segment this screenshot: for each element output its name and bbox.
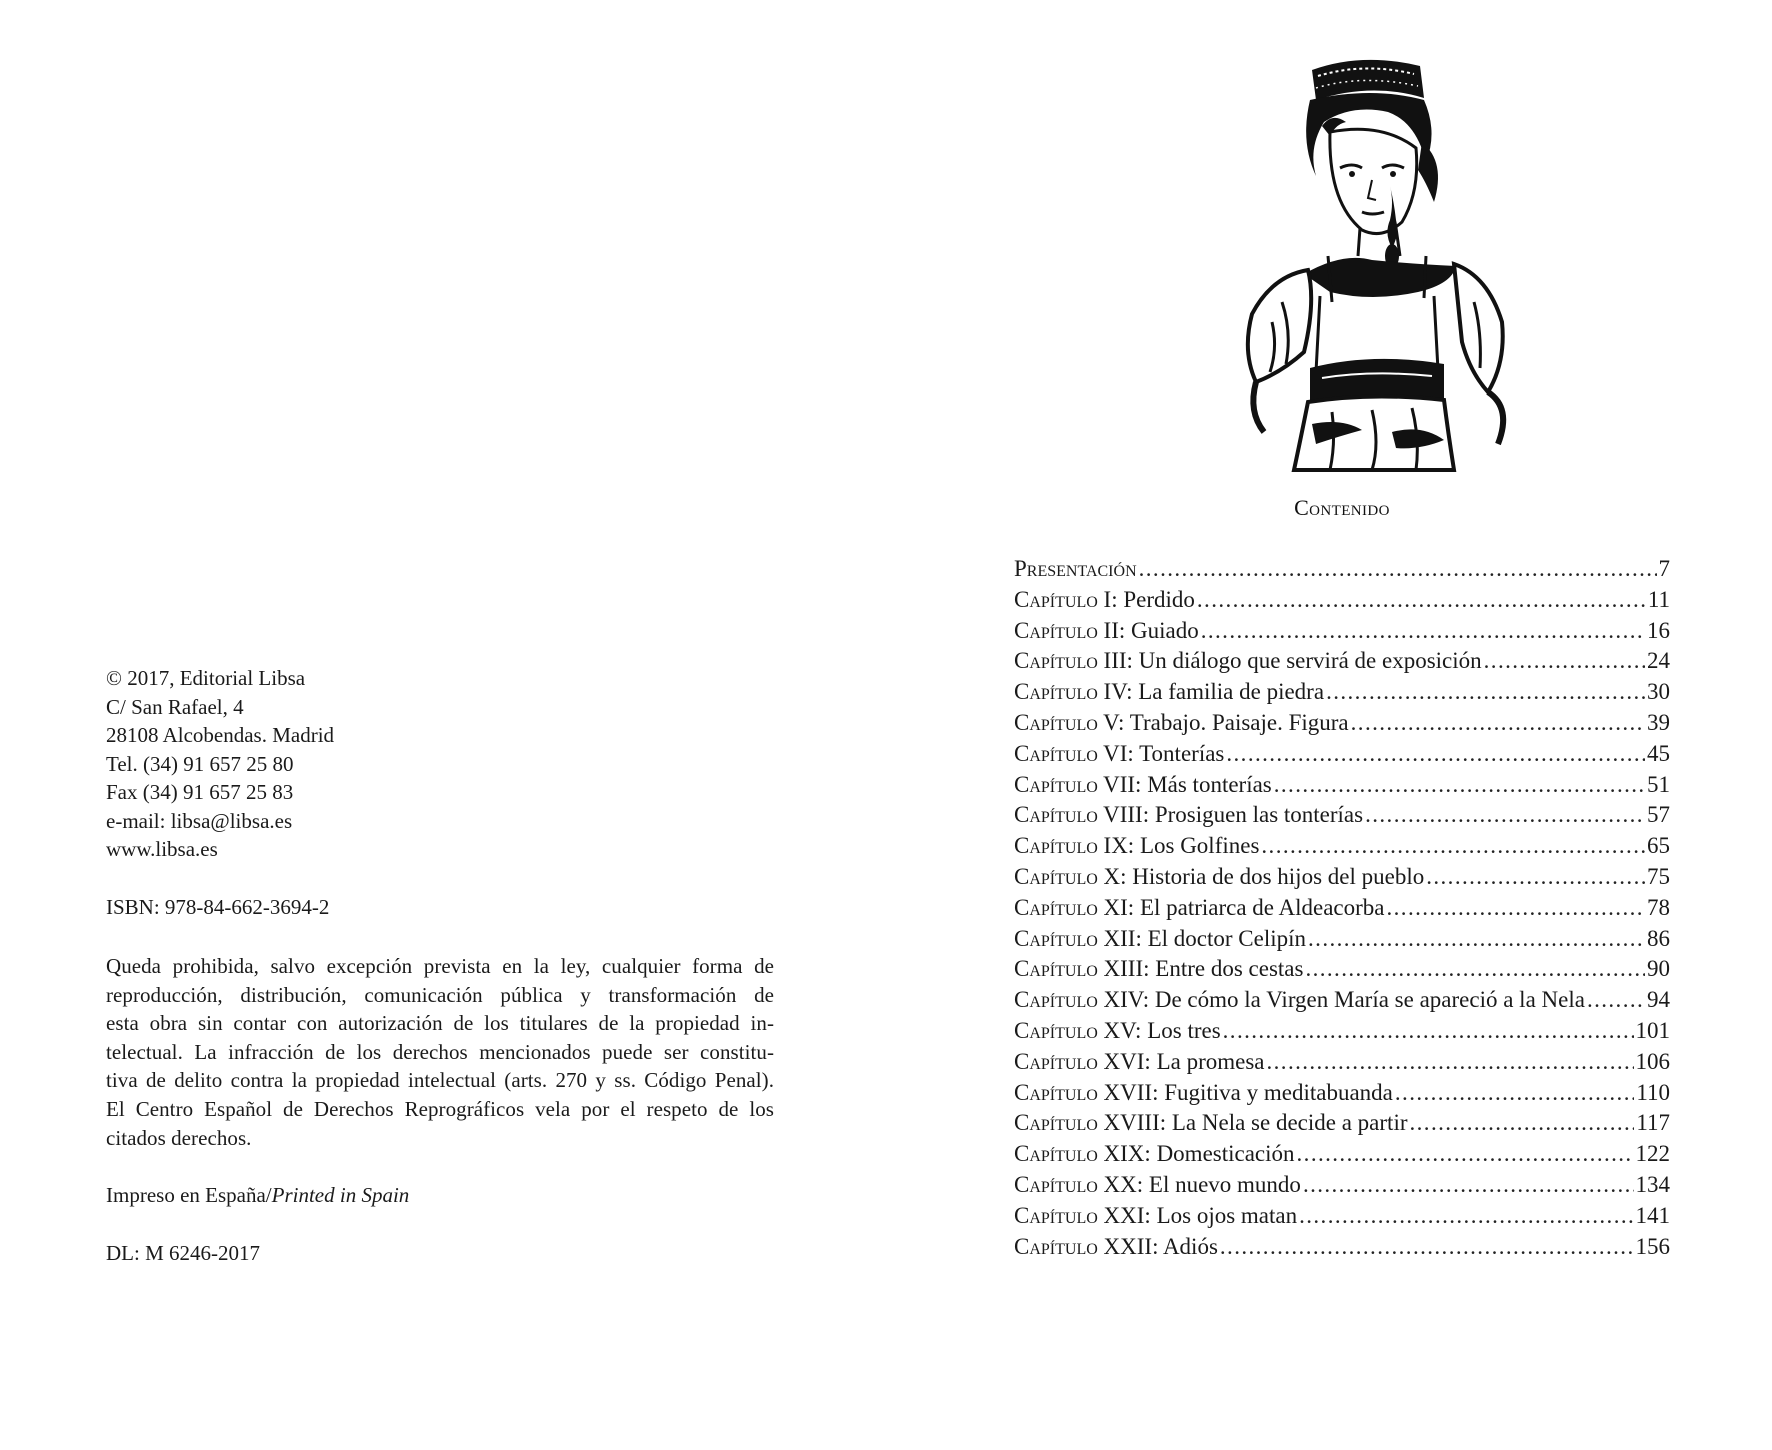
toc-entry-title: Prosiguen las tonterías xyxy=(1149,802,1364,828)
toc-leader-dots xyxy=(1395,1078,1634,1109)
toc-entry-page: 90 xyxy=(1647,956,1670,982)
toc-entry[interactable] xyxy=(1014,646,1670,677)
toc-entry-title: De cómo la Virgen María se apareció a la Nela xyxy=(1149,987,1585,1013)
toc-leader-dots xyxy=(1223,1016,1634,1047)
toc-entry-chapter: Capítulo XIV: xyxy=(1014,987,1150,1013)
toc-entry-chapter: Capítulo XIX: xyxy=(1014,1141,1151,1167)
toc-entry[interactable] xyxy=(1014,1047,1670,1078)
toc-entry-page: 57 xyxy=(1647,802,1670,828)
toc-entry-page: 134 xyxy=(1635,1171,1670,1197)
legal-line: esta obra sin contar con autorización de los titulares de la propiedad in- xyxy=(106,1011,774,1036)
toc-entry[interactable] xyxy=(1014,708,1670,739)
toc-entry-chapter: Capítulo VIII: xyxy=(1014,802,1150,828)
toc-entry-chapter: Capítulo XXII: xyxy=(1014,1233,1159,1259)
toc-leader-dots xyxy=(1220,1232,1634,1263)
legal-line: telectual. La infracción de los derechos mencionados puede ser constitu- xyxy=(106,1039,774,1064)
toc-entry-title: Los ojos matan xyxy=(1150,1202,1298,1228)
toc-leader-dots xyxy=(1201,616,1645,647)
toc-entry-page: 65 xyxy=(1647,833,1670,859)
toc-entry-chapter: Capítulo XIII: xyxy=(1014,956,1150,982)
copyright-line: © 2017, Editorial Libsa xyxy=(106,666,306,690)
toc-entry-chapter: Capítulo XVI: xyxy=(1014,1048,1151,1074)
toc-entry-chapter: Capítulo XVII: xyxy=(1014,1079,1159,1105)
toc-entry-chapter: Capítulo XX: xyxy=(1014,1171,1144,1197)
toc-entry-title: Un diálogo que servirá de exposición xyxy=(1132,648,1482,674)
toc-leader-dots xyxy=(1299,1201,1633,1232)
toc-entry-title: Guiado xyxy=(1125,617,1199,643)
toc-entry-title: La Nela se decide a partir xyxy=(1166,1110,1408,1136)
fax: Fax (34) 91 657 25 83 xyxy=(106,780,294,804)
toc-leader-dots xyxy=(1326,677,1645,708)
email: e-mail: libsa@libsa.es xyxy=(106,808,293,833)
legal-line: reproducción, distribución, comunicación pública y transformación de xyxy=(106,982,774,1007)
toc-leader-dots xyxy=(1226,739,1645,770)
toc-entry-page: 94 xyxy=(1647,987,1670,1013)
toc-entry-chapter: Capítulo V: xyxy=(1014,709,1125,735)
toc-entry-page: 16 xyxy=(1647,617,1670,643)
toc-entry[interactable] xyxy=(1014,1016,1670,1047)
toc-entry-title: Historia de dos hijos del pueblo xyxy=(1126,863,1425,889)
toc-entry-page: 101 xyxy=(1635,1017,1670,1043)
toc-entry[interactable] xyxy=(1014,554,1670,585)
printed-in-en: Printed in Spain xyxy=(271,1183,410,1208)
toc-entry[interactable] xyxy=(1014,1201,1670,1232)
toc-entry[interactable] xyxy=(1014,585,1670,616)
toc-leader-dots xyxy=(1197,585,1646,616)
toc-leader-dots xyxy=(1351,708,1645,739)
toc-entry-title: Los Golfines xyxy=(1134,833,1260,859)
website: www.libsa.es xyxy=(106,837,218,861)
legal-line: El Centro Español de Derechos Reprográficos vela por el respeto de los xyxy=(106,1096,774,1121)
toc-entry-title: El doctor Celipín xyxy=(1141,925,1307,951)
toc-entry[interactable] xyxy=(1014,893,1670,924)
toc-entry[interactable] xyxy=(1014,985,1670,1016)
telephone: Tel. (34) 91 657 25 80 xyxy=(106,751,294,776)
toc-entry-page: 30 xyxy=(1647,679,1670,705)
toc-entry[interactable] xyxy=(1014,800,1670,831)
toc-entry-page: 75 xyxy=(1647,863,1670,889)
toc-entry-chapter: Capítulo VII: xyxy=(1014,771,1142,797)
toc-entry[interactable] xyxy=(1014,1170,1670,1201)
toc-entry[interactable] xyxy=(1014,677,1670,708)
toc-leader-dots xyxy=(1426,862,1645,893)
toc-entry-chapter: Capítulo XII: xyxy=(1014,925,1142,951)
legal-notice xyxy=(106,952,774,1152)
toc-entry-page: 106 xyxy=(1635,1048,1670,1074)
toc-entry-page: 141 xyxy=(1635,1202,1670,1228)
toc-leader-dots xyxy=(1139,554,1657,585)
toc-entry-page: 117 xyxy=(1636,1110,1670,1136)
toc-leader-dots xyxy=(1303,1170,1634,1201)
printed-in-es: Impreso en España/ xyxy=(106,1183,272,1208)
girl-illustration xyxy=(1212,52,1556,472)
toc-entry-title: Fugitiva y meditabuanda xyxy=(1158,1079,1393,1105)
toc-entry[interactable] xyxy=(1014,924,1670,955)
toc-entry-chapter: Capítulo IX: xyxy=(1014,833,1135,859)
toc-entry-title: Tonterías xyxy=(1133,740,1225,766)
toc-entry[interactable] xyxy=(1014,770,1670,801)
toc-entry-chapter: Presentación xyxy=(1014,556,1137,581)
address-city: 28108 Alcobendas. Madrid xyxy=(106,723,335,747)
toc-entry-page: 24 xyxy=(1647,648,1670,674)
toc-title: Contenido xyxy=(1294,495,1390,520)
toc-entry-title: Los tres xyxy=(1141,1017,1221,1043)
toc-entry-page: 45 xyxy=(1647,740,1670,766)
toc-entry-title: La promesa xyxy=(1150,1048,1265,1074)
toc-entry[interactable] xyxy=(1014,831,1670,862)
address-street: C/ San Rafael, 4 xyxy=(106,694,244,719)
toc-entry-page: 78 xyxy=(1647,894,1670,920)
toc-leader-dots xyxy=(1261,831,1645,862)
toc-leader-dots xyxy=(1267,1047,1634,1078)
toc-entry-page: 110 xyxy=(1636,1079,1670,1105)
toc-entry[interactable] xyxy=(1014,1232,1670,1263)
toc-entry[interactable] xyxy=(1014,862,1670,893)
toc-entry-title: Adiós xyxy=(1158,1233,1218,1259)
printed-in xyxy=(106,1181,774,1210)
toc-entry[interactable] xyxy=(1014,1139,1670,1170)
toc-entry-title: La familia de piedra xyxy=(1132,679,1325,705)
toc-entry[interactable] xyxy=(1014,1108,1670,1139)
toc-entry-chapter: Capítulo XI: xyxy=(1014,894,1135,920)
toc-entry-title: Más tonterías xyxy=(1141,771,1272,797)
toc-entry-chapter: Capítulo XVIII: xyxy=(1014,1110,1167,1136)
toc-entry-title: El patriarca de Aldeacorba xyxy=(1134,894,1385,920)
legal-line: Queda prohibida, salvo excepción prevista en la ley, cualquier forma de xyxy=(106,954,774,978)
toc-entry-title: Entre dos cestas xyxy=(1149,956,1304,982)
toc-leader-dots xyxy=(1297,1139,1634,1170)
toc-entry[interactable] xyxy=(1014,954,1670,985)
toc-leader-dots xyxy=(1484,646,1645,677)
toc-entry[interactable] xyxy=(1014,739,1670,770)
toc-entry[interactable] xyxy=(1014,616,1670,647)
toc-entry-page: 156 xyxy=(1635,1233,1670,1259)
imprint-block xyxy=(106,664,774,1267)
toc-leader-dots xyxy=(1387,893,1646,924)
legal-line: tiva de delito contra la propiedad intelectual (arts. 270 y ss. Código Penal). xyxy=(106,1068,774,1093)
toc-entry-page: 122 xyxy=(1635,1141,1670,1167)
toc-entry[interactable] xyxy=(1014,1078,1670,1109)
isbn: ISBN: 978-84-662-3694-2 xyxy=(106,894,330,919)
toc-entry-chapter: Capítulo IV: xyxy=(1014,679,1133,705)
toc-leader-dots xyxy=(1410,1108,1635,1139)
toc-entry-page: 7 xyxy=(1658,556,1670,581)
toc-entry-chapter: Capítulo XV: xyxy=(1014,1017,1142,1043)
toc-entry-chapter: Capítulo XXI: xyxy=(1014,1202,1151,1228)
toc-entry-chapter: Capítulo I: xyxy=(1014,586,1118,612)
toc-leader-dots xyxy=(1274,770,1645,801)
toc-entry-title: Domesticación xyxy=(1150,1141,1295,1167)
toc-entry-title: El nuevo mundo xyxy=(1143,1171,1301,1197)
toc-entry-title: Perdido xyxy=(1117,586,1195,612)
toc-leader-dots xyxy=(1365,800,1645,831)
toc-entry-page: 11 xyxy=(1647,586,1670,612)
legal-line: citados derechos. xyxy=(106,1125,252,1150)
toc-entry-page: 86 xyxy=(1647,925,1670,951)
toc-entry-page: 51 xyxy=(1647,771,1670,797)
table-of-contents xyxy=(1014,554,1670,1262)
toc-entry-page: 39 xyxy=(1647,709,1670,735)
toc-entry-chapter: Capítulo VI: xyxy=(1014,740,1134,766)
toc-entry-title: Trabajo. Paisaje. Figura xyxy=(1124,709,1349,735)
toc-entry-chapter: Capítulo III: xyxy=(1014,648,1133,674)
toc-entry-chapter: Capítulo X: xyxy=(1014,863,1127,889)
toc-leader-dots xyxy=(1305,954,1645,985)
legal-deposit: DL: M 6246-2017 xyxy=(106,1240,260,1265)
toc-leader-dots xyxy=(1587,985,1645,1016)
toc-entry-chapter: Capítulo II: xyxy=(1014,617,1126,643)
toc-leader-dots xyxy=(1308,924,1645,955)
